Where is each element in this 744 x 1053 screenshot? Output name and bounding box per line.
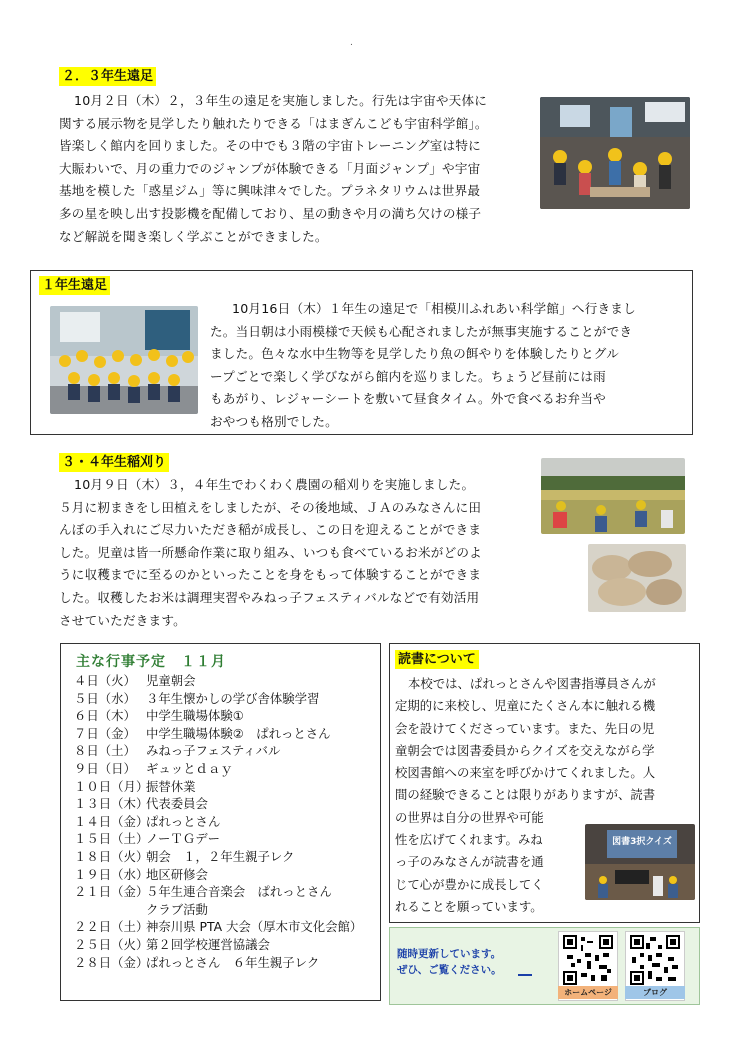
- schedule-date: ６日（木）: [74, 708, 136, 724]
- schedule-row: [74, 901, 379, 919]
- schedule-event: 地区研修会: [146, 866, 208, 882]
- schedule-date: １９日（水）: [74, 866, 149, 882]
- schedule-event: みねっ子フェスティバル: [146, 743, 281, 759]
- photo-rice-field: [541, 458, 685, 534]
- paragraph-field-trip-23: [59, 90, 529, 248]
- heading-rice-harvest: ３・４年生稲刈り: [59, 453, 169, 472]
- text-line: っ子のみなさんが読書を通: [395, 854, 544, 870]
- photo-rice-bags: [588, 544, 686, 612]
- text-line: など解説を聞き楽しく学ぶことができました。: [59, 228, 328, 244]
- schedule-row: [74, 954, 379, 972]
- blog-label: ブログ: [625, 986, 685, 999]
- heading-reading: 読書について: [395, 650, 479, 669]
- schedule-event: ギュッとｄａｙ: [146, 760, 233, 776]
- schedule-row: [74, 813, 379, 831]
- schedule-date: ９日（日）: [74, 760, 136, 776]
- text-line: した。児童は皆一所懸命作業に取り組み、いつも食べているお米がどのよ: [59, 544, 482, 560]
- text-line: ５月に籾まきをし田植えをしましたが、その後地域、ＪＡのみなさんに田: [59, 499, 482, 515]
- schedule-date: １４日（金）: [74, 813, 149, 829]
- schedule-date: ８日（土）: [74, 743, 136, 759]
- schedule-event: ぱれっとさん: [146, 813, 221, 829]
- text-line: 会を設けてくださっています。また、先日の児: [395, 720, 655, 736]
- schedule-row: [74, 883, 379, 901]
- text-line: れることを願っています。: [395, 898, 543, 914]
- schedule-row: [74, 742, 379, 760]
- schedule-row: [74, 672, 379, 690]
- heading-field-trip-1: １年生遠足: [39, 276, 110, 295]
- updates-divider: [518, 974, 532, 976]
- text-line: 間の経験できることは限りがありますが、読書: [395, 787, 656, 803]
- text-line: うに収穫までに至るのかといったことを身をもって体験することができま: [59, 567, 482, 583]
- text-line: 校図書館への来室を呼びかけてくれました。人: [395, 765, 656, 781]
- photo-space-museum: [540, 97, 690, 209]
- text-line: 本校では、ぱれっとさんや図書指導員さんが: [408, 676, 656, 691]
- paragraph-field-trip-1: [210, 298, 688, 434]
- heading-field-trip-23: ２．３年生遠足: [59, 67, 156, 86]
- schedule-row: [74, 778, 379, 796]
- schedule-event: ３年生懐かしの学び舎体験学習: [146, 690, 320, 706]
- schedule-row: [74, 866, 379, 884]
- text-line: の世界は自分の世界や可能: [395, 809, 544, 825]
- text-line: した。収穫したお米は調理実習やみねっ子フェスティバルなどで有効活用: [59, 589, 480, 605]
- updates-line2: ぜひ、ご覧ください。: [397, 964, 502, 976]
- schedule-event: ５年生連合音楽会 ぱれっとさん: [146, 884, 332, 900]
- schedule-date: ２２日（土）: [74, 919, 149, 935]
- schedule-row: [74, 725, 379, 743]
- text-line: ました。色々な水中生物等を見学したり魚の餌やりを体験したりとグル: [210, 346, 620, 362]
- quiz-sign-text: 図書3択クイズ: [612, 837, 672, 847]
- text-line: 基地を模した「惑星ジム」等に興味津々でした。プラネタリウムは世界最: [59, 183, 481, 199]
- updates-line1: 随時更新しています。: [397, 948, 502, 960]
- schedule-row: [74, 690, 379, 708]
- schedule-event: クラブ活動: [146, 901, 208, 917]
- schedule-date: １０日（月）: [74, 778, 149, 794]
- schedule-event: 中学生職場体験② ぱれっとさん: [146, 725, 331, 741]
- schedule-event: 児童朝会: [146, 673, 196, 688]
- schedule-date: １５日（土）: [74, 831, 149, 847]
- top-mark: .: [350, 38, 353, 48]
- text-line: 多の星を映し出す投影機を配備しており、星の動きや月の満ち欠けの様子: [59, 205, 482, 221]
- schedule-row: [74, 936, 379, 954]
- text-line: 大賑わいで、月の重力でのジャンプが体験できる「月面ジャンプ」や宇宙: [59, 160, 481, 176]
- homepage-label: ホームページ: [558, 986, 618, 999]
- schedule-event: ぱれっとさん ６年生親子レク: [146, 954, 320, 970]
- schedule-row: [74, 795, 379, 813]
- schedule-row: [74, 918, 379, 936]
- text-line: 10月16日（木）１年生の遠足で「相模川ふれあい科学館」へ行きまし: [232, 301, 636, 316]
- blog-qr-icon: [630, 935, 680, 985]
- text-line: 関する展示物を見学したり触れたりできる「はまぎんこども宇宙科学館」。: [59, 115, 488, 131]
- schedule-event: 代表委員会: [146, 796, 208, 812]
- schedule-title: 主な行事予定 １１月: [76, 654, 226, 670]
- photo-kids-group: [50, 306, 198, 414]
- schedule-list: [74, 672, 379, 971]
- text-line: 定期的に来校し、児童にたくさん本に触れる機: [395, 698, 656, 714]
- schedule-event: 振替休業: [146, 778, 196, 794]
- schedule-date: ４日（火）: [74, 673, 136, 688]
- text-line: させていただきます。: [59, 612, 186, 628]
- schedule-event: 朝会 １，２年生親子レク: [146, 848, 295, 864]
- schedule-date: ２１日（金）: [74, 884, 149, 900]
- schedule-event: 中学生職場体験①: [146, 708, 244, 724]
- schedule-row: [74, 707, 379, 725]
- text-line: た。当日朝は小雨模様で天候も心配されましたが無事実施することができ: [210, 323, 633, 339]
- updates-text: [397, 946, 502, 978]
- homepage-qr-icon: [563, 935, 613, 985]
- schedule-row: [74, 848, 379, 866]
- text-line: 10月２日（木）２，３年生の遠足を実施しました。行先は宇宙や天体に: [74, 93, 488, 108]
- schedule-date: １８日（火）: [74, 848, 149, 864]
- blog-qr-card[interactable]: [625, 931, 685, 1001]
- schedule-event: 神奈川県 PTA 大会（厚木市文化会館）: [146, 919, 363, 935]
- text-line: おやつも格別でした。: [210, 413, 338, 429]
- text-line: 皆楽しく館内を回りました。その中でも３階の宇宙トレーニング室は特に: [59, 138, 481, 154]
- schedule-event: 第２回学校運営協議会: [146, 936, 270, 952]
- schedule-date: ２５日（火）: [74, 936, 149, 952]
- homepage-qr-card[interactable]: [558, 931, 618, 1001]
- schedule-date: １３日（木）: [74, 796, 149, 812]
- text-line: もあがり、レジャーシートを敷いて昼食タイム。外で食べるお弁当や: [210, 391, 606, 407]
- text-line: ープごとで楽しく学びながら館内を巡りました。ちょうど昼前には雨: [210, 368, 606, 384]
- schedule-event: ノーＴＧデー: [146, 831, 220, 847]
- text-line: 童朝会では図書委員からクイズを交えながら学: [395, 742, 655, 758]
- schedule-row: [74, 830, 379, 848]
- text-line: じて心が豊かに成長してく: [395, 876, 544, 892]
- schedule-date: ２８日（金）: [74, 954, 149, 970]
- text-line: 性を広げてくれます。みね: [395, 832, 543, 848]
- schedule-date: ５日（水）: [74, 690, 136, 706]
- schedule-row: [74, 760, 379, 778]
- text-line: 10月９日（木）３，４年生でわくわく農園の稲刈りを実施しました。: [74, 477, 475, 492]
- paragraph-rice-harvest: [59, 474, 544, 632]
- schedule-date: ７日（金）: [74, 725, 136, 741]
- text-line: んぼの手入れにご尽力いただき稲が成長し、この日を迎えることができま: [59, 522, 482, 538]
- photo-library-quiz: [585, 824, 695, 900]
